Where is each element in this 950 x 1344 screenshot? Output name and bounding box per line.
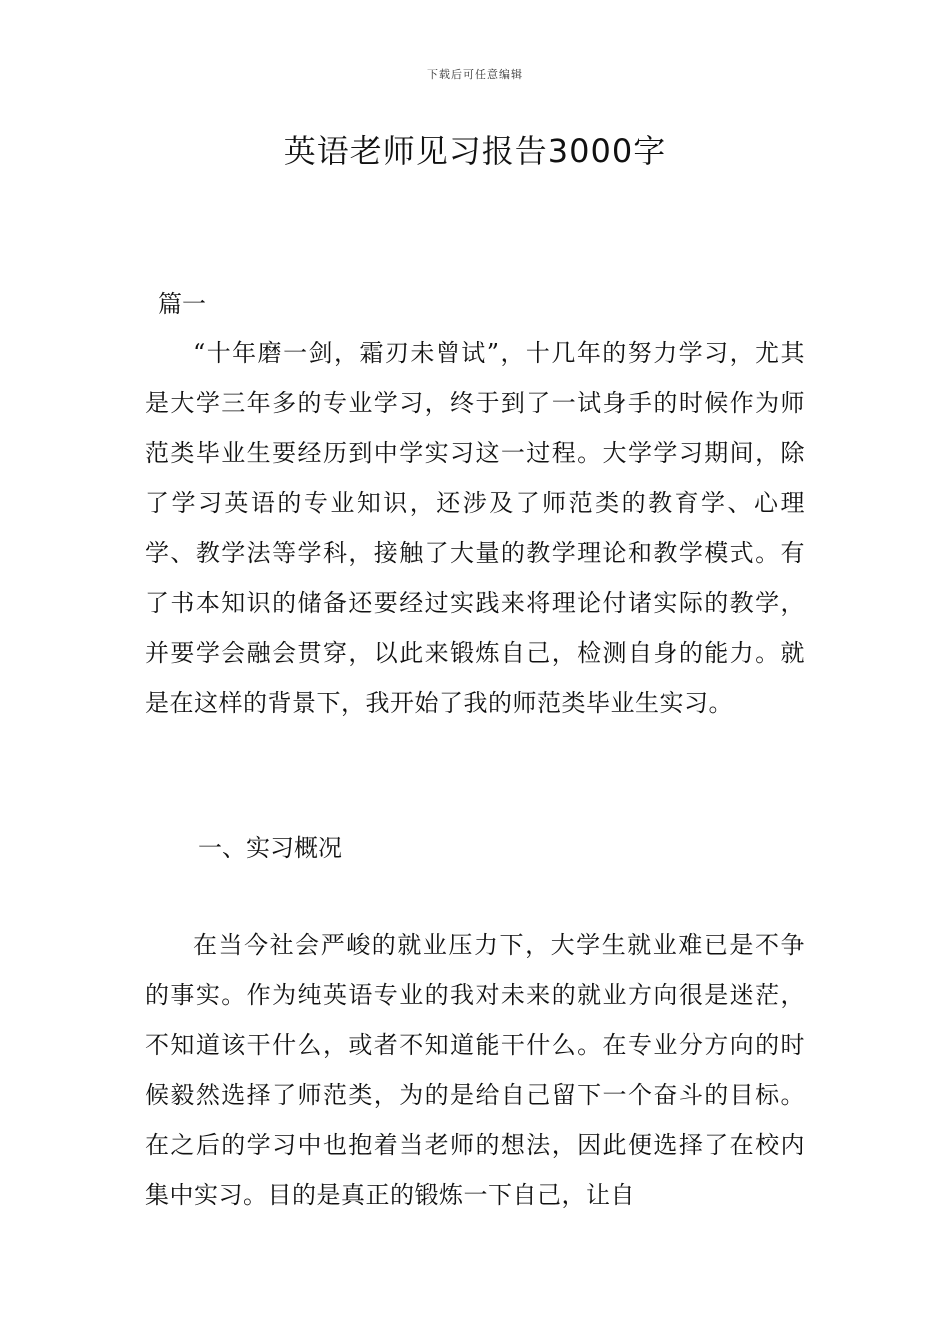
section-heading-overview: 一、实习概况: [198, 834, 342, 862]
section-label: 篇一: [158, 290, 206, 318]
paragraph-intro: “十年磨一剑，霜刃未曾试”，十几年的努力学习，尤其是大学三年多的专业学习，终于到了一试身手的时候作为师范类毕业生要经历到中学实习这一过程。大学学习期间，除了学习英语的专业知识，还涉及了师范类的教育学、心理学、教学法等学科，接触了大量的教学理论和教学模式。有了书本知识的储备还要经过实践来将理论付诸实际的教学，并要学会融会贯穿，以此来锻炼自己，检测自身的能力。就是在这样的背景下，我开始了我的师范类毕业生实习。: [145, 339, 805, 717]
header-note: 下载后可任意编辑: [427, 68, 523, 81]
paragraph-overview: 在当今社会严峻的就业压力下，大学生就业难已是不争的事实。作为纯英语专业的我对未来的就业方向很是迷茫，不知道该干什么，或者不知道能干什么。在专业分方向的时候毅然选择了师范类，为的是给自己留下一个奋斗的目标。在之后的学习中也抱着当老师的想法，因此便选择了在校内集中实习。目的是真正的锻炼一下自己，让自: [145, 931, 805, 1209]
document-title: 英语老师见习报告3000字: [283, 132, 667, 170]
